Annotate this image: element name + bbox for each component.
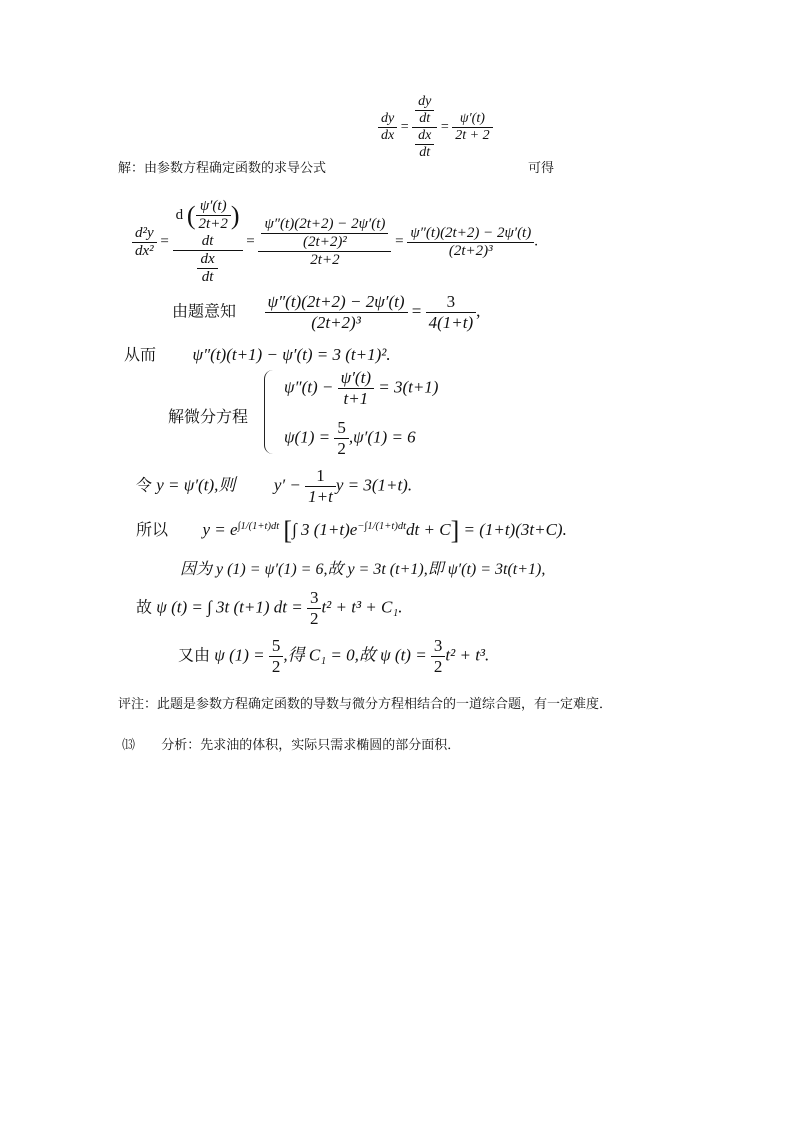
given-condition: 由题意知 $\frac{\psi''(t)(2t+2) - 2\psi'(t)}{\text{(2t+2)³}}$ = $\frac{3}{4(1+t)}$ ,	[172, 292, 481, 332]
parametric-fraction: $\frac{\frac{dy}{dt}}{\frac{dx}{dt}}$	[412, 94, 437, 161]
general-solution: 所以 $y = e^{\int 1/(1+t)dt}$ [∫ 3 $(1+t)e^{-\int 1/(1+t)dt}dt + C] = (1+t)(3t+C)$.	[136, 516, 567, 545]
next-problem	[122, 734, 460, 753]
ode-equation: ψ″(t) − $\frac{\psi'(t)}{t+1}$ = 3(t+1)	[284, 368, 439, 408]
dy-dx-fraction: $\frac{dy}{dx}$	[378, 111, 397, 144]
solution-intro	[118, 157, 326, 176]
final-result: 又由 ψ (1) = $\frac{5}{2}$ ,得 C₁ = 0,故 ψ (t) = $\frac{3}{2}$ t² + t³.	[178, 636, 490, 676]
intro-label: 解：由参数方程确定函数的求导公式	[118, 161, 327, 176]
second-derivative-formula: $\frac{\text{d²y}}{\text{dx²}}$ = d ( $\frac{\psi'(t)}{2t+2}$ ) dt $\frac{dx}{dt}$ = $\frac{\frac{\psi''(t)(2t+2) - 2\psi'(t)}{\text{(2t+2)²}}}{2t+2}$ = $\frac{\psi''(t)(2t+2) - 2\psi'(t)}{\text{(2t+2)³}}$ .	[132, 198, 538, 286]
problem-number: ⒀	[122, 738, 136, 753]
first-derivative-formula: $\frac{dy}{dx}$ = $\frac{\frac{dy}{dt}}{\frac{dx}{dt}}$ = $\frac{\psi'(t)}{2t + 2}$	[378, 94, 493, 161]
hence-equation: 从而 ψ″(t)(t+1) − ψ′(t) = 3 (t+1)².	[124, 345, 391, 364]
system-brace	[264, 370, 273, 454]
initial-conditions: ψ(1) = $\frac{5}{2}$ ,ψ′(1) = 6	[284, 418, 416, 458]
substitution-line: 令 y = ψ′(t),则 y′ − $\frac{1}{1+t}$ y = 3(1+t).	[136, 466, 413, 506]
psi-fraction: $\frac{\psi'(t)}{2t + 2}$	[452, 111, 492, 144]
derivative-quotient: d ( $\frac{\psi'(t)}{2t+2}$ ) dt $\frac{dx}{dt}$	[173, 198, 243, 286]
problem-analysis: 分析：先求油的体积，实际只需求椭圆的部分面积．	[161, 738, 461, 753]
integration-line: 故 ψ (t) = ∫ 3t (t+1) dt = $\frac{3}{2}$ t² + t³ + C₁.	[136, 588, 403, 628]
solution-intro-suffix: 可得	[528, 161, 555, 176]
because-line: 因为 y (1) = ψ′(1) = 6,故 y = 3t (t+1),即 ψ′(t) = 3t(t+1),	[180, 561, 546, 578]
ode-label: 解微分方程	[168, 407, 249, 426]
comment-paragraph: 评注：此题是参数方程确定函数的导数与微分方程相结合的一道综合题，有一定难度．	[118, 697, 613, 712]
